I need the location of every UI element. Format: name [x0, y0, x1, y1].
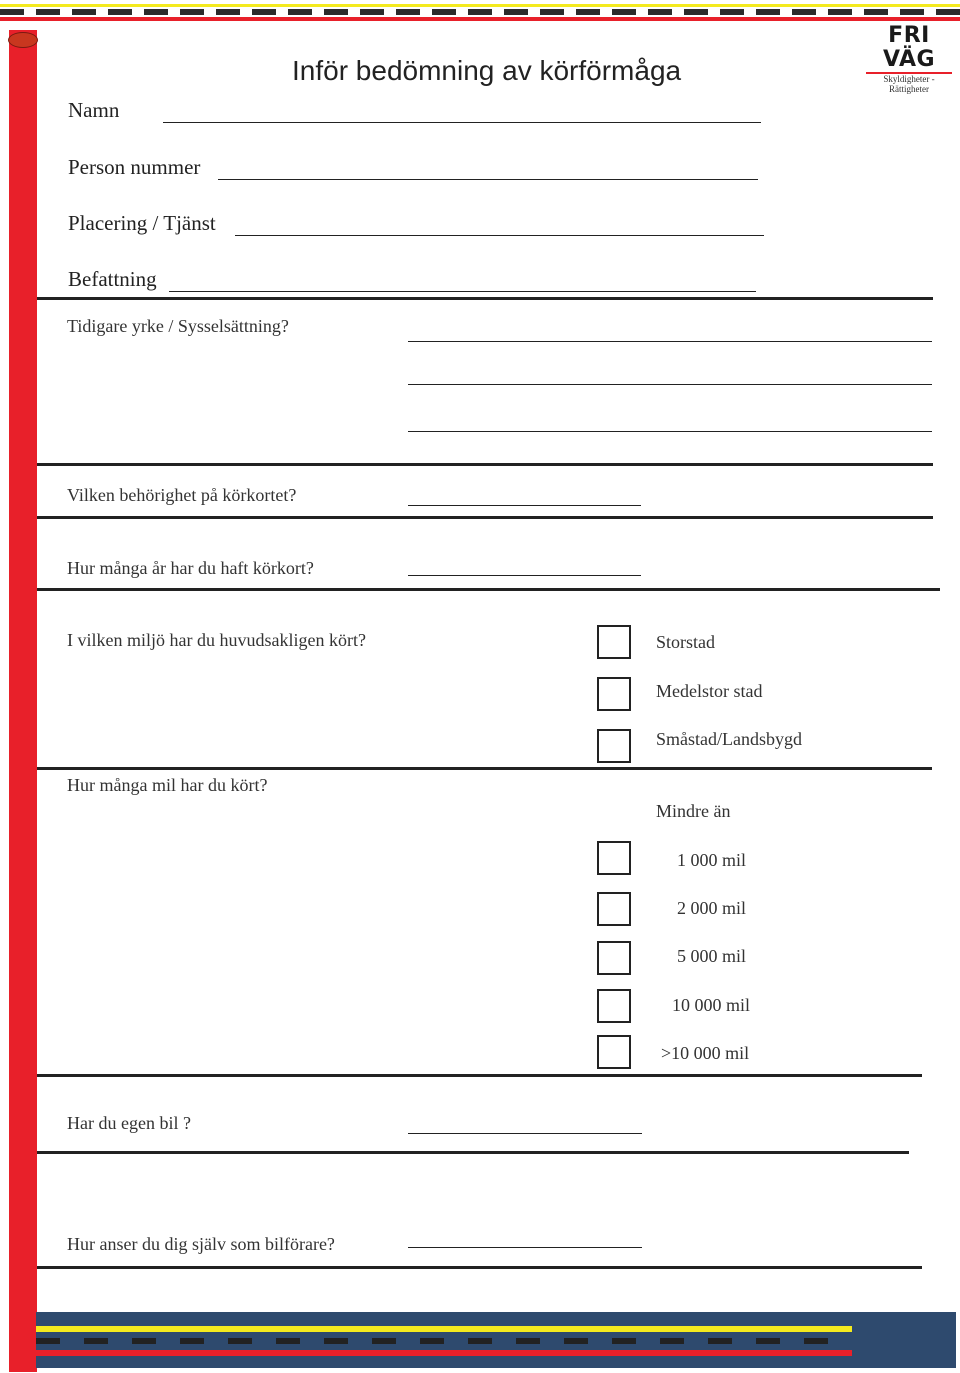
checkbox-1000-mil[interactable]: [597, 841, 631, 875]
top-road-dashes: [0, 9, 960, 15]
previous-job-question: Tidigare yrke / Sysselsättning?: [67, 316, 289, 336]
section-divider: [37, 1266, 922, 1269]
section-divider: [37, 588, 940, 591]
checkbox-over-10000-mil[interactable]: [597, 1035, 631, 1069]
logo-tagline: Skyldigheter - Rättigheter: [883, 74, 935, 94]
checkbox-medelstor-stad[interactable]: [597, 677, 631, 711]
environment-question: I vilken miljö har du huvudsakligen kört?: [67, 630, 366, 650]
section-divider: [37, 463, 933, 466]
license-class-question: Vilken behörighet på körkortet?: [67, 485, 297, 505]
footer-red-stripe: [36, 1350, 852, 1356]
checkbox-smastad-landsbygd[interactable]: [597, 729, 631, 763]
own-car-question: Har du egen bil ?: [67, 1113, 191, 1133]
section-divider: [37, 1074, 922, 1077]
previous-job-line-3[interactable]: [408, 431, 932, 432]
option-over-10000-mil-label: >10 000 mil: [661, 1043, 750, 1063]
placement-field[interactable]: [235, 235, 764, 236]
checkbox-5000-mil[interactable]: [597, 941, 631, 975]
option-2000-mil-label: 2 000 mil: [677, 898, 747, 918]
page-title: Inför bedömning av körförmåga: [292, 55, 682, 86]
name-field[interactable]: [163, 122, 761, 123]
section-divider: [37, 516, 933, 519]
position-label: Befattning: [68, 267, 157, 291]
checkbox-storstad[interactable]: [597, 625, 631, 659]
footer-road-dashes: [36, 1338, 852, 1344]
top-red-stripe: [0, 17, 960, 21]
option-1000-mil-label: 1 000 mil: [677, 850, 747, 870]
own-car-field[interactable]: [408, 1133, 642, 1134]
self-assessment-field[interactable]: [408, 1247, 642, 1248]
section-divider: [37, 1151, 909, 1154]
previous-job-line-1[interactable]: [408, 341, 932, 342]
logo-text: FRI VÄG: [882, 23, 936, 72]
option-medelstor-stad-label: Medelstor stad: [656, 681, 763, 701]
corner-badge-icon: [8, 32, 38, 48]
license-class-field[interactable]: [408, 505, 641, 506]
option-storstad-label: Storstad: [656, 632, 716, 652]
license-years-field[interactable]: [408, 575, 641, 576]
top-yellow-stripe: [0, 4, 960, 7]
left-red-bar: [9, 30, 37, 1372]
section-divider: [37, 767, 932, 770]
person-number-label: Person nummer: [68, 155, 201, 179]
previous-job-line-2[interactable]: [408, 384, 932, 385]
person-number-field[interactable]: [218, 179, 758, 180]
option-smastad-landsbygd-label: Småstad/Landsbygd: [656, 729, 802, 749]
name-label: Namn: [68, 98, 120, 122]
checkbox-2000-mil[interactable]: [597, 892, 631, 926]
option-5000-mil-label: 5 000 mil: [677, 946, 747, 966]
footer-yellow-stripe: [36, 1326, 852, 1332]
distance-prefix-label: Mindre än: [656, 801, 731, 821]
logo: [864, 23, 954, 94]
section-divider: [37, 297, 933, 300]
position-field[interactable]: [169, 291, 756, 292]
option-10000-mil-label: 10 000 mil: [672, 995, 751, 1015]
license-years-question: Hur många år har du haft körkort?: [67, 558, 314, 578]
checkbox-10000-mil[interactable]: [597, 989, 631, 1023]
distance-question: Hur många mil har du kört?: [67, 775, 268, 795]
self-assessment-question: Hur anser du dig själv som bilförare?: [67, 1234, 335, 1254]
placement-label: Placering / Tjänst: [68, 211, 216, 235]
